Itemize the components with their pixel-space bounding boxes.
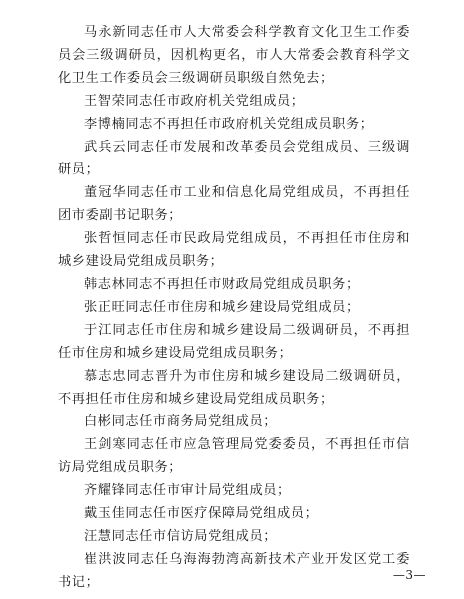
paragraph: 白彬同志任市商务局党组成员； bbox=[84, 414, 278, 430]
paragraph: 慕志忠同志晋升为市住房和城乡建设局二级调研员，不再担任市住房和城乡建设局党组成员职务； bbox=[58, 368, 410, 407]
page-number: —3— bbox=[392, 568, 426, 582]
paragraph: 韩志林同志不再担任市财政局党组成员职务； bbox=[84, 276, 360, 292]
paragraph: 武兵云同志任市发展和改革委员会党组成员、三级调研员； bbox=[58, 139, 410, 178]
paragraph: 汪慧同志任市信访局党组成员； bbox=[84, 528, 278, 544]
paragraph: 董冠华同志任市工业和信息化局党组成员，不再担任团市委副书记职务； bbox=[58, 185, 410, 224]
paragraph: 齐耀锋同志任市审计局党组成员； bbox=[84, 483, 291, 499]
document-body bbox=[58, 22, 410, 595]
paragraph: 马永新同志任市人大常委会科学教育文化卫生工作委员会三级调研员，因机构更名，市人大常委会教育科学文化卫生工作委员会三级调研员职级自然免去； bbox=[58, 25, 410, 86]
paragraph: 戴玉佳同志任市医疗保障局党组成员； bbox=[84, 506, 319, 522]
paragraph: 王智荣同志任市政府机关党组成员； bbox=[84, 93, 305, 109]
paragraph: 崔洪波同志任乌海海勃湾高新技术产业开发区党工委书记； bbox=[58, 551, 410, 590]
paragraph: 张正旺同志任市住房和城乡建设局党组成员； bbox=[84, 299, 360, 315]
paragraph: 张哲恒同志任市民政局党组成员，不再担任市住房和城乡建设局党组成员职务； bbox=[58, 231, 410, 270]
paragraph: 李博楠同志不再担任市政府机关党组成员职务； bbox=[84, 116, 374, 132]
paragraph: 于江同志任市住房和城乡建设局二级调研员，不再担任市住房和城乡建设局党组成员职务； bbox=[58, 322, 410, 361]
paragraph: 王剑寒同志任市应急管理局党委委员，不再担任市信访局党组成员职务； bbox=[58, 437, 410, 476]
